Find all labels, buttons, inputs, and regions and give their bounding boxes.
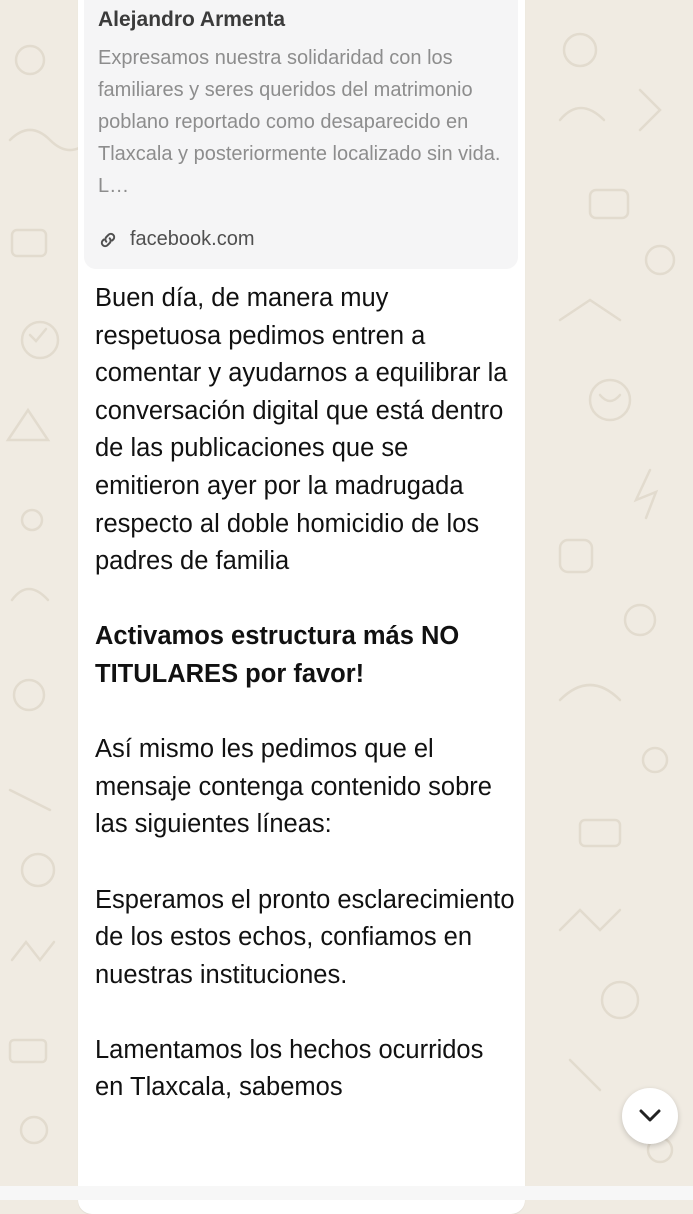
link-preview-description: Expresamos nuestra solidaridad con los familiares y seres queridos del matrimonio poblano reportado como desaparecido en Tlaxcala y posteriormente localizado sin vida. L… [98, 47, 501, 197]
message-bubble[interactable] [78, 0, 525, 1214]
bottom-bar [0, 1186, 693, 1200]
link-preview-domain-row[interactable] [98, 228, 255, 251]
message-paragraph: Así mismo les pedimos que el mensaje contenga contenido sobre las siguientes líneas: [95, 735, 492, 839]
message-paragraph: Lamentamos los hechos ocurridos en Tlaxcala, sabemos [95, 1035, 484, 1102]
link-preview-domain[interactable]: facebook.com [130, 228, 255, 250]
link-preview-title: Alejandro Armenta [98, 8, 286, 31]
scroll-to-bottom-button[interactable] [622, 1088, 678, 1144]
message-paragraph-bold: Activamos estructura más NO TITULARES por favor! [95, 622, 460, 688]
message-paragraph: Esperamos el pronto esclarecimiento de los estos echos, confiamos en nuestras instituciones. [95, 885, 515, 989]
link-icon [98, 230, 118, 250]
chevron-down-icon [639, 1109, 661, 1123]
message-paragraph: Buen día, de manera muy respetuosa pedimos entren a comentar y ayudarnos a equilibrar la conversación digital que está dentro de las publicaciones que se emitieron ayer por la madrugada respecto al doble homicidio de los padres de familia [95, 284, 508, 576]
link-preview-card[interactable] [84, 0, 518, 269]
message-text [95, 280, 517, 1145]
